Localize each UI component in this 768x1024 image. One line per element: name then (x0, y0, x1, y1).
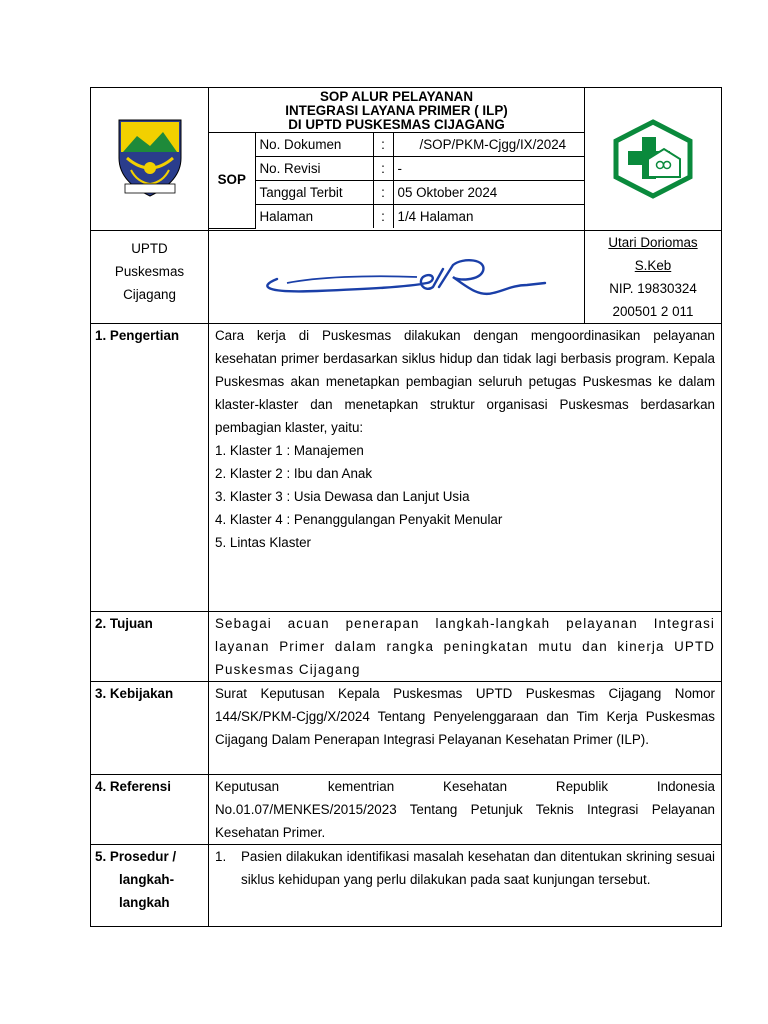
doc-number-label: No. Dokumen (255, 133, 373, 157)
page-label: Halaman (255, 205, 373, 229)
revision-value: - (393, 157, 584, 181)
section-prosedur-content (209, 845, 722, 927)
document-title (209, 88, 584, 133)
prosedur-label-line-2: langkah- (119, 872, 175, 887)
section-tujuan-content: Sebagai acuan penerapan langkah-langkah pelayanan Integrasi layanan Primer dalam rangka peningkatan mutu dan kinerja UPTD Puskesmas Cijagang (209, 612, 722, 682)
issue-date-sep: : (373, 181, 393, 205)
regency-emblem-icon (117, 118, 183, 200)
signature-cell (209, 231, 585, 324)
sop-label: SOP (209, 133, 255, 228)
step-1-number: 1. (215, 849, 227, 864)
org-cell (91, 231, 209, 324)
klaster-item-5: 5. Lintas Klaster (215, 535, 312, 550)
section-prosedur-label (91, 845, 209, 927)
issue-date-value: 05 Oktober 2024 (393, 181, 584, 205)
klaster-item-4: 4. Klaster 4 : Penanggulangan Penyakit Menular (215, 512, 503, 527)
prosedur-label-line-3: langkah (119, 895, 170, 910)
sop-document-table (90, 87, 722, 927)
page-value: 1/4 Halaman (393, 205, 584, 229)
section-referensi-content: Keputusan kementrian Kesehatan Republik Indonesia No.01.07/MENKES/2015/2023 Tentang Petunjuk Teknis Integrasi Pelayanan Kesehatan Primer. (209, 775, 722, 845)
section-pengertian-content (209, 324, 722, 612)
section-kebijakan-content: Surat Keputusan Kepala Puskesmas UPTD Puskesmas Cijagang Nomor 144/SK/PKM-Cjgg/X/2024 Tentang Penyelenggaraan dan Tim Kerja Puskesmas Cijagang Dalam Penerapan Integrasi Pelayanan Kesehatan Primer (ILP). (209, 682, 722, 775)
issue-date-label: Tanggal Terbit (255, 181, 373, 205)
step-1-text: Pasien dilakukan identifikasi masalah kesehatan dan ditentukan skrining sesuai siklus kehidupan yang perlu dilakukan pada saat kunjungan tersebut. (241, 849, 715, 887)
right-logo-cell (585, 88, 722, 231)
org-line-1: UPTD (131, 241, 168, 256)
klaster-item-2: 2. Klaster 2 : Ibu dan Anak (215, 466, 373, 481)
pengertian-paragraph: Cara kerja di Puskesmas dilakukan dengan mengoordinasikan pelayanan kesehatan primer berdasarkan siklus hidup dan tidak lagi berbasis program. Kepala Puskesmas akan menetapkan pembagian seluruh petugas Puskesmas ke dalam klaster-klaster dan menetapkan struktur organisasi Puskesmas berdasarkan pembagian klaster, yaitu: (215, 328, 715, 435)
section-pengertian-label: 1. Pengertian (91, 324, 209, 612)
puskesmas-logo-icon (612, 119, 694, 199)
left-logo-cell (91, 88, 209, 231)
org-line-2: Puskesmas (114, 264, 185, 279)
klaster-item-1: 1. Klaster 1 : Manajemen (215, 443, 364, 458)
section-tujuan-label: 2. Tujuan (91, 612, 209, 682)
revision-label: No. Revisi (255, 157, 373, 181)
section-referensi-label: 4. Referensi (91, 775, 209, 845)
title-line-1: SOP ALUR PELAYANAN (319, 89, 474, 104)
klaster-item-3: 3. Klaster 3 : Usia Dewasa dan Lanjut Usia (215, 489, 470, 504)
title-line-2: INTEGRASI LAYANA PRIMER ( ILP) (285, 103, 508, 118)
revision-sep: : (373, 157, 393, 181)
doc-number-value: /SOP/PKM-Cjgg/IX/2024 (393, 133, 584, 157)
page-sep: : (373, 205, 393, 229)
prosedur-label-line-1: 5. Prosedur / (95, 849, 177, 864)
title-line-3: DI UPTD PUSKESMAS CIJAGANG (288, 117, 505, 132)
signature-icon (257, 247, 557, 307)
signer-name: Utari Doriomas (608, 235, 698, 250)
doc-number-sep: : (373, 133, 393, 157)
signer-cell (585, 231, 722, 324)
signer-title: S.Keb (634, 258, 672, 273)
signer-nip-2: 200501 2 011 (612, 304, 694, 319)
org-line-3: Cijagang (123, 287, 176, 302)
signer-nip-1: NIP. 19830324 (609, 281, 697, 296)
document-info-table (209, 133, 584, 229)
section-kebijakan-label: 3. Kebijakan (91, 682, 209, 775)
